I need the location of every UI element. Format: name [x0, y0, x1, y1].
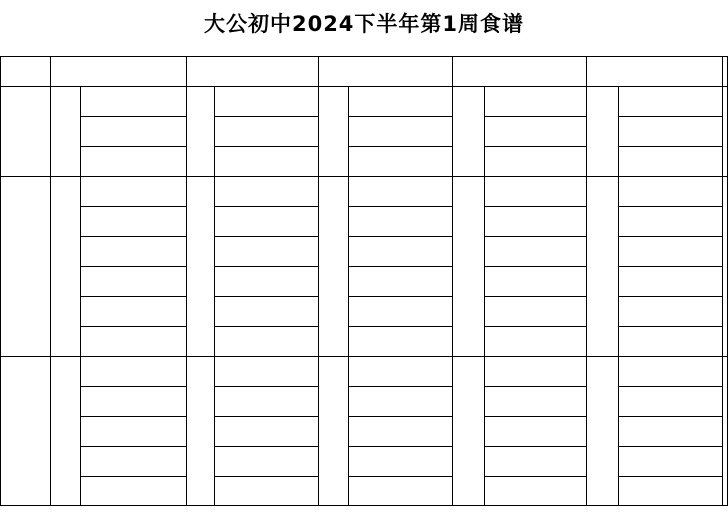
- dish-cell: [484, 236, 586, 266]
- staple-cell: [50, 356, 80, 505]
- dish-cell: [80, 176, 186, 206]
- dish-cell: [214, 236, 318, 266]
- dish-cell: [80, 386, 186, 416]
- staple-cell: [586, 356, 618, 505]
- grid-line: [348, 146, 452, 147]
- dish-cell: [80, 266, 186, 296]
- grid-line: [484, 326, 586, 327]
- dish-cell: [618, 236, 722, 266]
- grid-line: [214, 446, 318, 447]
- week-header: [0, 56, 50, 86]
- grid-line: [80, 236, 186, 237]
- staple-cell: [452, 356, 484, 505]
- grid-line: [484, 296, 586, 297]
- grid-line: [214, 116, 318, 117]
- staple-cell: [50, 176, 80, 356]
- dish-cell: [484, 146, 586, 176]
- grid-line: [214, 386, 318, 387]
- grid-line: [484, 146, 586, 147]
- grid-line: [348, 296, 452, 297]
- dish-cell: [80, 296, 186, 326]
- dish-cell: [214, 416, 318, 446]
- staple-cell: [318, 356, 348, 505]
- grid-line: [484, 116, 586, 117]
- dish-cell: [618, 116, 722, 146]
- dish-cell: [484, 476, 586, 505]
- grid-line: [318, 56, 319, 506]
- grid-line: [214, 266, 318, 267]
- dish-cell: [348, 236, 452, 266]
- dish-cell: [214, 296, 318, 326]
- dish-cell: [214, 146, 318, 176]
- day-header: [318, 56, 452, 86]
- grid-line: [484, 236, 586, 237]
- dish-cell: [484, 386, 586, 416]
- dish-cell: [348, 266, 452, 296]
- dish-cell: [348, 86, 452, 116]
- dish-cell: [214, 176, 318, 206]
- dish-cell: [80, 416, 186, 446]
- grid-line: [618, 326, 722, 327]
- grid-line: [50, 56, 51, 506]
- grid-line: [348, 446, 452, 447]
- dish-cell: [348, 476, 452, 505]
- grid-line: [484, 476, 586, 477]
- staple-cell: [318, 86, 348, 176]
- grid-line: [348, 476, 452, 477]
- dish-cell: [214, 476, 318, 505]
- staple-cell: [586, 86, 618, 176]
- dish-cell: [348, 356, 452, 386]
- grid-line: [618, 446, 722, 447]
- grid-line: [348, 236, 452, 237]
- dish-cell: [618, 416, 722, 446]
- dish-cell: [214, 326, 318, 356]
- grid-line: [484, 386, 586, 387]
- dish-cell: [80, 356, 186, 386]
- grid-line: [618, 476, 722, 477]
- dish-cell: [214, 86, 318, 116]
- grid-line: [80, 386, 186, 387]
- grid-line: [484, 206, 586, 207]
- dish-cell: [80, 146, 186, 176]
- grid-line: [80, 416, 186, 417]
- dish-cell: [618, 296, 722, 326]
- dish-cell: [618, 266, 722, 296]
- dish-cell: [80, 206, 186, 236]
- dish-cell: [484, 176, 586, 206]
- dish-cell: [80, 86, 186, 116]
- grid-line: [484, 266, 586, 267]
- grid-line: [586, 56, 587, 506]
- grid-line: [618, 296, 722, 297]
- menu-table: [0, 56, 728, 505]
- grid-line: [214, 476, 318, 477]
- dish-cell: [80, 476, 186, 505]
- grid-line: [484, 446, 586, 447]
- dish-cell: [214, 356, 318, 386]
- staple-cell: [452, 86, 484, 176]
- grid-line: [214, 296, 318, 297]
- day-header: [50, 56, 186, 86]
- grid-line: [618, 206, 722, 207]
- grid-line: [80, 296, 186, 297]
- grid-line: [0, 505, 728, 506]
- dish-cell: [618, 86, 722, 116]
- grid-line: [348, 386, 452, 387]
- grid-line: [452, 56, 453, 506]
- dish-cell: [348, 206, 452, 236]
- staple-cell: [186, 86, 214, 176]
- grid-line: [348, 116, 452, 117]
- dish-cell: [214, 386, 318, 416]
- dish-cell: [348, 116, 452, 146]
- dish-cell: [618, 446, 722, 476]
- dish-cell: [618, 476, 722, 505]
- grid-line: [80, 476, 186, 477]
- dish-cell: [214, 206, 318, 236]
- dish-cell: [214, 266, 318, 296]
- grid-line: [80, 116, 186, 117]
- grid-line: [348, 266, 452, 267]
- grid-line: [348, 206, 452, 207]
- staple-cell: [50, 86, 80, 176]
- meal-label: [0, 176, 50, 356]
- dish-cell: [484, 266, 586, 296]
- dish-cell: [484, 296, 586, 326]
- grid-line: [618, 236, 722, 237]
- dish-cell: [484, 86, 586, 116]
- grid-line: [214, 416, 318, 417]
- dish-cell: [348, 386, 452, 416]
- dish-cell: [484, 416, 586, 446]
- dish-cell: [80, 446, 186, 476]
- grid-line: [348, 326, 452, 327]
- dish-cell: [80, 326, 186, 356]
- grid-line: [80, 146, 186, 147]
- grid-line: [214, 146, 318, 147]
- meal-label: [0, 356, 50, 505]
- grid-line: [214, 326, 318, 327]
- staple-cell: [186, 356, 214, 505]
- grid-line: [214, 236, 318, 237]
- grid-line: [80, 446, 186, 447]
- grid-line: [80, 266, 186, 267]
- grid-line: [0, 56, 728, 57]
- day-header: [186, 56, 318, 86]
- dish-cell: [80, 116, 186, 146]
- dish-cell: [214, 116, 318, 146]
- grid-line: [618, 266, 722, 267]
- page-title: 大公初中2024下半年第1周食谱: [203, 12, 525, 36]
- grid-line: [0, 56, 1, 506]
- dish-cell: [484, 446, 586, 476]
- dish-cell: [618, 326, 722, 356]
- grid-line: [722, 56, 723, 506]
- dish-cell: [348, 446, 452, 476]
- staple-cell: [186, 176, 214, 356]
- grid-line: [214, 206, 318, 207]
- dish-cell: [348, 296, 452, 326]
- dish-cell: [348, 146, 452, 176]
- meal-label: [0, 86, 50, 176]
- dish-cell: [484, 116, 586, 146]
- day-header: [586, 56, 722, 86]
- dish-cell: [348, 416, 452, 446]
- dish-cell: [214, 446, 318, 476]
- dish-cell: [484, 206, 586, 236]
- dish-cell: [618, 206, 722, 236]
- dish-cell: [484, 356, 586, 386]
- staple-cell: [452, 176, 484, 356]
- staple-cell: [318, 176, 348, 356]
- grid-line: [618, 116, 722, 117]
- grid-line: [484, 416, 586, 417]
- dish-cell: [618, 146, 722, 176]
- grid-line: [618, 416, 722, 417]
- grid-line: [618, 146, 722, 147]
- day-header: [452, 56, 586, 86]
- dish-cell: [348, 176, 452, 206]
- dish-cell: [484, 326, 586, 356]
- grid-line: [80, 206, 186, 207]
- grid-line: [348, 416, 452, 417]
- dish-cell: [618, 386, 722, 416]
- dish-cell: [348, 326, 452, 356]
- grid-line: [80, 326, 186, 327]
- dish-cell: [618, 356, 722, 386]
- staple-cell: [586, 176, 618, 356]
- dish-cell: [618, 176, 722, 206]
- dish-cell: [80, 236, 186, 266]
- grid-line: [186, 56, 187, 506]
- grid-line: [618, 386, 722, 387]
